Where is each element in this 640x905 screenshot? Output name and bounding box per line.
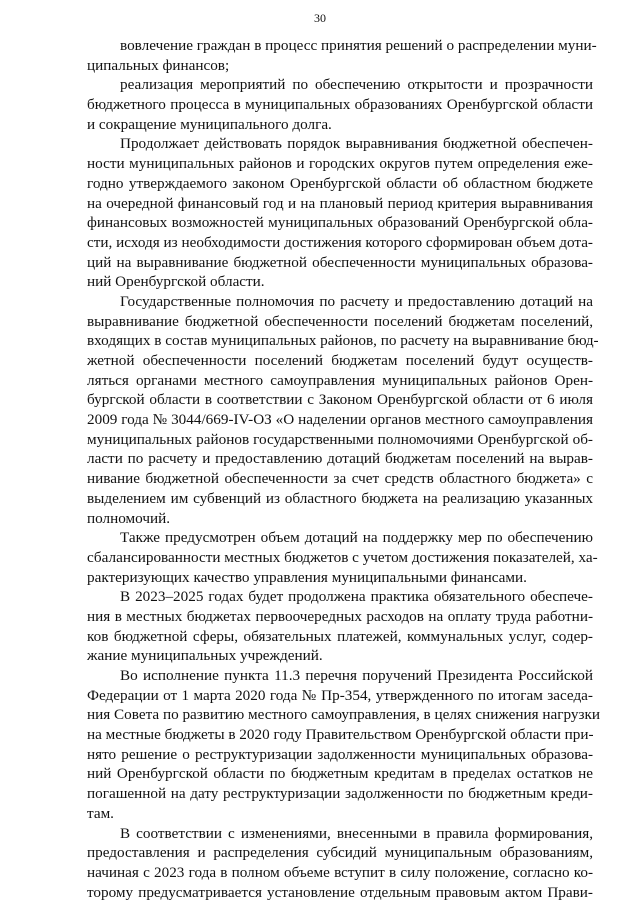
text-line: и сокращение муниципального долга. — [87, 115, 332, 133]
text-line: Продолжает действовать порядок выравнивания бюджетной обеспечен- — [120, 135, 593, 153]
document-body — [87, 36, 601, 902]
text-line: нивание бюджетной обеспеченности за счет средств областного бюджета» с — [87, 470, 593, 488]
text-line: погашенной на дату реструктуризации задолженности по бюджетным креди- — [87, 785, 593, 803]
text-line: там. — [87, 804, 114, 822]
text-line: жание муниципальных учреждений. — [87, 647, 323, 665]
text-line: В 2023–2025 годах будет продолжена практика обязательного обеспече- — [120, 588, 593, 606]
text-line: жетной обеспеченности поселений бюджетам поселений будут осуществ- — [87, 352, 593, 369]
text-line: ципальных финансов; — [87, 56, 230, 74]
text-line: ляться органами местного самоуправления муниципальных районов Орен- — [87, 371, 593, 389]
page-number: 30 — [314, 11, 326, 25]
text-line: ния Совета по развитию местного самоуправления, в целях снижения нагрузки — [87, 706, 601, 724]
text-line: муниципальных районов государственными полномочиями Оренбургской об- — [87, 430, 593, 448]
text-line: сти, исходя из необходимости достижения которого сформирован объем дота- — [87, 233, 593, 251]
text-line: 2009 года № 3044/669-IV-ОЗ «О наделении органов местного самоуправления — [87, 411, 593, 429]
text-line: ласти по расчету и предоставлению дотаций бюджетам поселений на вырав- — [87, 450, 593, 468]
text-line: бюджетного процесса в муниципальных образованиях Оренбургской области — [87, 96, 593, 114]
text-line: Во исполнение пункта 11.3 перечня поручений Президента Российской — [120, 667, 593, 684]
text-line: начиная с 2023 года в полном объеме вступит в силу положение, согласно ко- — [87, 863, 593, 881]
text-line: ния в местных бюджетах первоочередных расходов на оплату труда работни- — [87, 607, 593, 625]
text-line: Государственные полномочия по расчету и предоставлению дотаций на — [120, 292, 593, 310]
text-line: ков бюджетной сферы, обязательных платежей, коммунальных услуг, содер- — [87, 627, 593, 645]
text-line: ций на выравнивание бюджетной обеспеченности муниципальных образова- — [87, 253, 593, 271]
text-line: В соответствии с изменениями, внесенными в правила формирования, — [120, 824, 593, 842]
text-line: сбалансированности местных бюджетов с учетом достижения показателей, ха- — [87, 548, 598, 566]
text-line: реализация мероприятий по обеспечению открытости и прозрачности — [120, 76, 593, 94]
text-line: годно утверждаемого законом Оренбургской области об областном бюджете — [87, 174, 593, 192]
text-line: предоставления и распределения субсидий муниципальным образованиям, — [87, 844, 593, 862]
text-line: полномочий. — [87, 509, 171, 527]
text-line: ний Оренбургской области. — [87, 273, 265, 291]
text-line: ности муниципальных районов и городских округов путем определения еже- — [87, 155, 593, 173]
text-line: выравнивание бюджетной обеспеченности поселений бюджетам поселений, — [87, 312, 593, 330]
text-line: ний Оренбургской области по бюджетным кредитам в пределах остатков не — [87, 765, 593, 783]
text-line: бургской области в соответствии с Законом Оренбургской области от 6 июля — [87, 391, 593, 409]
text-line: торому предусматривается установление отдельным правовым актом Прави- — [87, 883, 593, 901]
text-line: на очередной финансовый год и на плановый период критерия выравнивания — [87, 194, 593, 212]
text-line: выделением им субвенций из областного бюджета на реализацию указанных — [87, 489, 593, 507]
text-line: входящих в состав муниципальных районов, по расчету на выравнивание бюд- — [87, 332, 599, 350]
text-line: Федерации от 1 марта 2020 года № Пр-354, утвержденного по итогам заседа- — [87, 686, 593, 704]
text-line: нято решение о реструктуризации задолженности муниципальных образова- — [87, 745, 593, 763]
text-line: рактеризующих качество управления муниципальными финансами. — [87, 568, 527, 586]
text-line: Также предусмотрен объем дотаций на поддержку мер по обеспечению — [120, 529, 593, 547]
text-line: вовлечение граждан в процесс принятия решений о распределении муни- — [120, 37, 597, 54]
text-line: на местные бюджеты в 2020 году Правительством Оренбургской области при- — [87, 726, 594, 744]
text-line: финансовых возможностей муниципальных образований Оренбургской обла- — [87, 214, 593, 232]
